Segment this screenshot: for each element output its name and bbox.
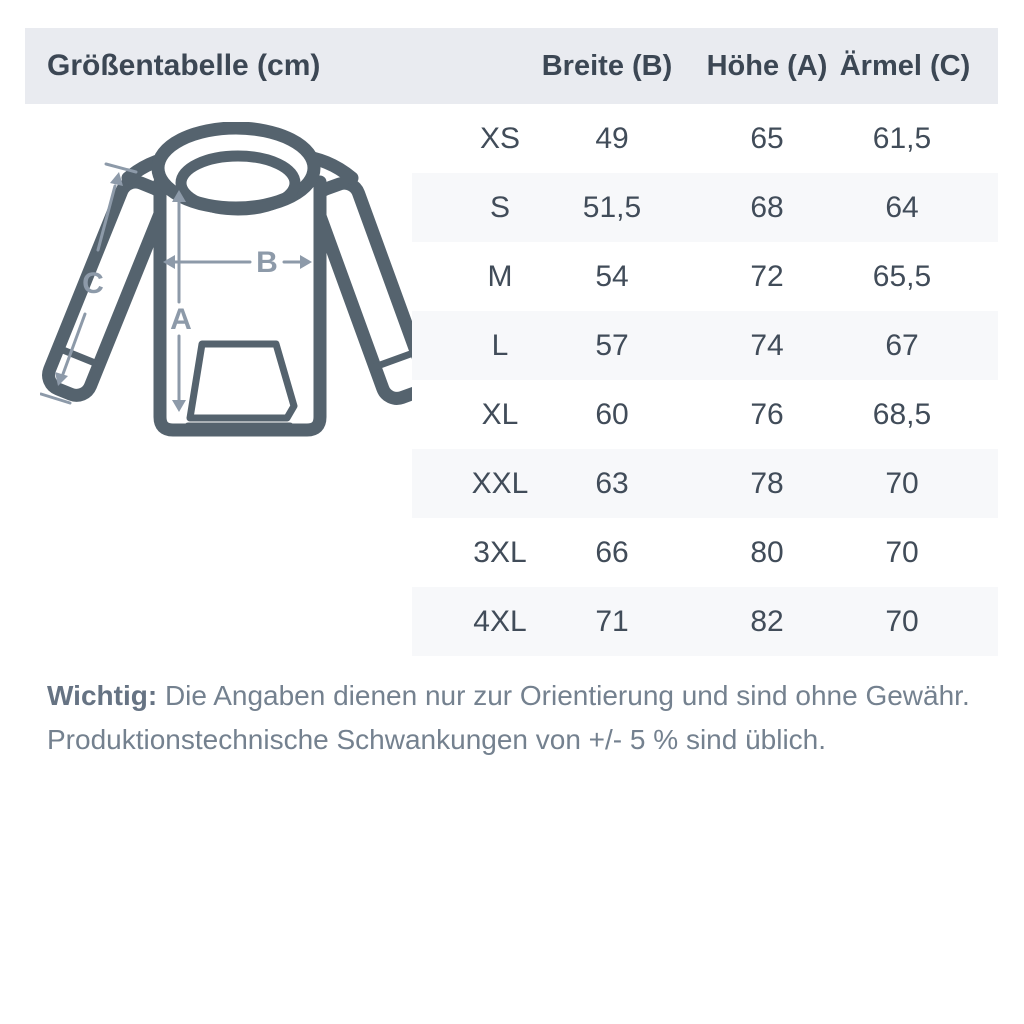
breite-value: 54 xyxy=(595,260,629,293)
breite-value: 49 xyxy=(595,122,629,155)
label-b: B xyxy=(256,246,278,279)
breite-value: 51,5 xyxy=(582,191,642,224)
column-header-aermel: Ärmel (C) xyxy=(839,50,971,82)
aermel-value: 68,5 xyxy=(872,398,932,431)
aermel-value: 64 xyxy=(885,191,919,224)
breite-value: 63 xyxy=(595,467,629,500)
table-row xyxy=(412,242,998,311)
disclaimer-line-2: Produktionstechnische Schwankungen von +/- 5 % sind üblich. xyxy=(47,724,827,755)
size-label: S xyxy=(489,191,511,224)
hoehe-value: 72 xyxy=(750,260,784,293)
hoodie-left-sleeve xyxy=(44,178,168,400)
size-table xyxy=(412,104,998,656)
disclaimer-note xyxy=(47,674,977,762)
hoehe-value: 68 xyxy=(750,191,784,224)
table-row xyxy=(412,104,998,173)
hoehe-value: 74 xyxy=(750,329,784,362)
disclaimer-line-1 xyxy=(47,674,977,718)
size-label: XXL xyxy=(471,467,529,500)
hoehe-value: 82 xyxy=(750,605,784,638)
label-c: C xyxy=(82,267,104,300)
table-row xyxy=(412,449,998,518)
label-a: A xyxy=(170,303,192,336)
size-label: 4XL xyxy=(473,605,527,638)
aermel-value: 67 xyxy=(885,329,919,362)
table-row xyxy=(412,380,998,449)
hoehe-value: 65 xyxy=(750,122,784,155)
size-label: L xyxy=(491,329,509,362)
size-label: 3XL xyxy=(473,536,527,569)
aermel-value: 70 xyxy=(885,605,919,638)
size-label: XS xyxy=(479,122,521,155)
table-row xyxy=(412,311,998,380)
column-header-breite: Breite (B) xyxy=(541,50,673,82)
disclaimer-prefix: Wichtig: xyxy=(47,680,158,711)
breite-value: 71 xyxy=(595,605,629,638)
hoodie-measurement-diagram xyxy=(40,122,440,467)
page-title: Größentabelle (cm) xyxy=(47,49,321,82)
breite-value: 60 xyxy=(595,398,629,431)
aermel-value: 70 xyxy=(885,467,919,500)
table-row xyxy=(412,518,998,587)
breite-value: 66 xyxy=(595,536,629,569)
disclaimer-text-1: Die Angaben dienen nur zur Orientierung und sind ohne Gewähr. xyxy=(164,680,970,711)
hoehe-value: 76 xyxy=(750,398,784,431)
aermel-value: 65,5 xyxy=(872,260,932,293)
table-header xyxy=(25,28,998,104)
column-header-hoehe: Höhe (A) xyxy=(706,50,828,82)
hoodie-pocket xyxy=(190,344,294,418)
aermel-value: 70 xyxy=(885,536,919,569)
breite-value: 57 xyxy=(595,329,629,362)
table-row xyxy=(412,173,998,242)
size-label: M xyxy=(487,260,513,293)
aermel-value: 61,5 xyxy=(872,122,932,155)
table-row xyxy=(412,587,998,656)
size-label: XL xyxy=(481,398,519,431)
hoehe-value: 78 xyxy=(750,467,784,500)
hoehe-value: 80 xyxy=(750,536,784,569)
